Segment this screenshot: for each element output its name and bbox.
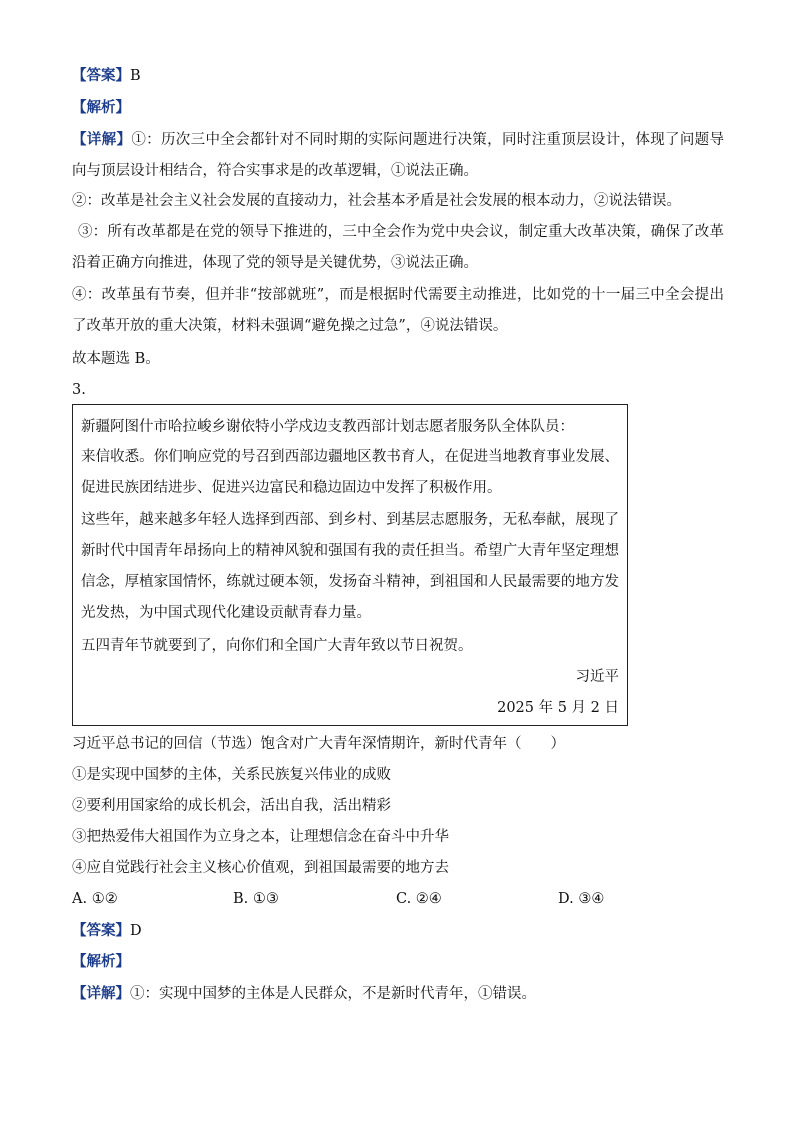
question-stem: 习近平总书记的回信（节选）饱含对广大青年深情期许，新时代青年（ ） <box>72 736 565 752</box>
analysis-heading-2 <box>72 952 130 972</box>
detail-p2-text: ②：改革是社会主义社会发展的直接动力，社会基本矛盾是社会发展的根本动力，②说法错误。 <box>72 193 681 209</box>
letter-salutation: 新疆阿图什市哈拉峻乡谢依特小学戍边支教西部计划志愿者服务队全体队员： <box>81 419 574 435</box>
detail-paragraph-2 <box>72 186 724 217</box>
question-number: 3. <box>72 382 86 398</box>
statement-1: ①是实现中国梦的主体，关系民族复兴伟业的成败 <box>72 767 391 783</box>
analysis-tag-2: 【解析】 <box>72 953 130 970</box>
letter-paragraph-1: 来信收悉。你们响应党的号召到西部边疆地区教书育人，在促进当地教育事业发展、促进民族团结进步、促进兴边富民和稳边固边中发挥了积极作用。 <box>81 449 619 496</box>
answer-value: B <box>130 68 141 84</box>
letter-date: 2025 年 5 月 2 日 <box>497 700 619 716</box>
detail-paragraph-3 <box>72 217 724 279</box>
letter-paragraph-3: 五四青年节就要到了，向你们和全国广大青年致以节日祝贺。 <box>81 638 473 654</box>
answer-tag-2: 【答案】 <box>72 922 130 939</box>
detail-p3-text: ③：所有改革都是在党的领导下推进的，三中全会作为党中央会议，制定重大改革决策，确保了改革沿着正确方向推进，体现了党的领导是关键优势，③说法正确。 <box>72 224 724 271</box>
answer-line <box>72 66 141 86</box>
detail-paragraph-5 <box>72 984 536 1004</box>
statement-3: ③把热爱伟大祖国作为立身之本，让理想信念在奋斗中升华 <box>72 829 449 845</box>
answer-value-2: D <box>130 923 142 939</box>
letter-box <box>72 404 628 726</box>
letter-paragraph-2: 这些年，越来越多年轻人选择到西部、到乡村、到基层志愿服务，无私奉献，展现了新时代中国青年昂扬向上的精神风貌和强国有我的责任担当。希望广大青年坚定理想信念，厚植家国情怀，练就过硬本领，发扬奋斗精神，到祖国和人民最需要的地方发光发热，为中国式现代化建设贡献青春力量。 <box>81 512 619 621</box>
detail-3-p1-text: ①：实现中国梦的主体是人民群众，不是新时代青年，①错误。 <box>130 986 536 1002</box>
statement-2: ②要利用国家给的成长机会，活出自我，活出精彩 <box>72 798 391 814</box>
detail-tag: 【详解】 <box>72 131 132 148</box>
detail-paragraph-1 <box>72 124 724 187</box>
detail-conclusion: 故本题选 B。 <box>72 351 160 367</box>
option-a: A. ①② <box>72 891 118 907</box>
detail-tag-2: 【详解】 <box>72 985 130 1002</box>
detail-p1-text: ①：历次三中全会都针对不同时期的实际问题进行决策，同时注重顶层设计，体现了问题导向与顶层设计相结合，符合实事求是的改革逻辑，①说法正确。 <box>72 132 725 179</box>
statement-4: ④应自觉践行社会主义核心价值观，到祖国最需要的地方去 <box>72 860 449 876</box>
option-d: D. ③④ <box>558 891 605 907</box>
letter-signature: 习近平 <box>575 669 619 685</box>
answer-line-2 <box>72 921 142 941</box>
option-c: C. ②④ <box>396 891 442 907</box>
detail-paragraph-4 <box>72 280 724 342</box>
detail-p4-text: ④：改革虽有节奏，但并非“按部就班”，而是根据时代需要主动推进，比如党的十一届三中全会提出了改革开放的重大决策，材料未强调“避免操之过急”，④说法错误。 <box>72 287 724 334</box>
analysis-tag: 【解析】 <box>72 99 130 116</box>
analysis-heading <box>72 98 130 118</box>
option-b: B. ①③ <box>233 891 279 907</box>
answer-tag: 【答案】 <box>72 67 130 84</box>
